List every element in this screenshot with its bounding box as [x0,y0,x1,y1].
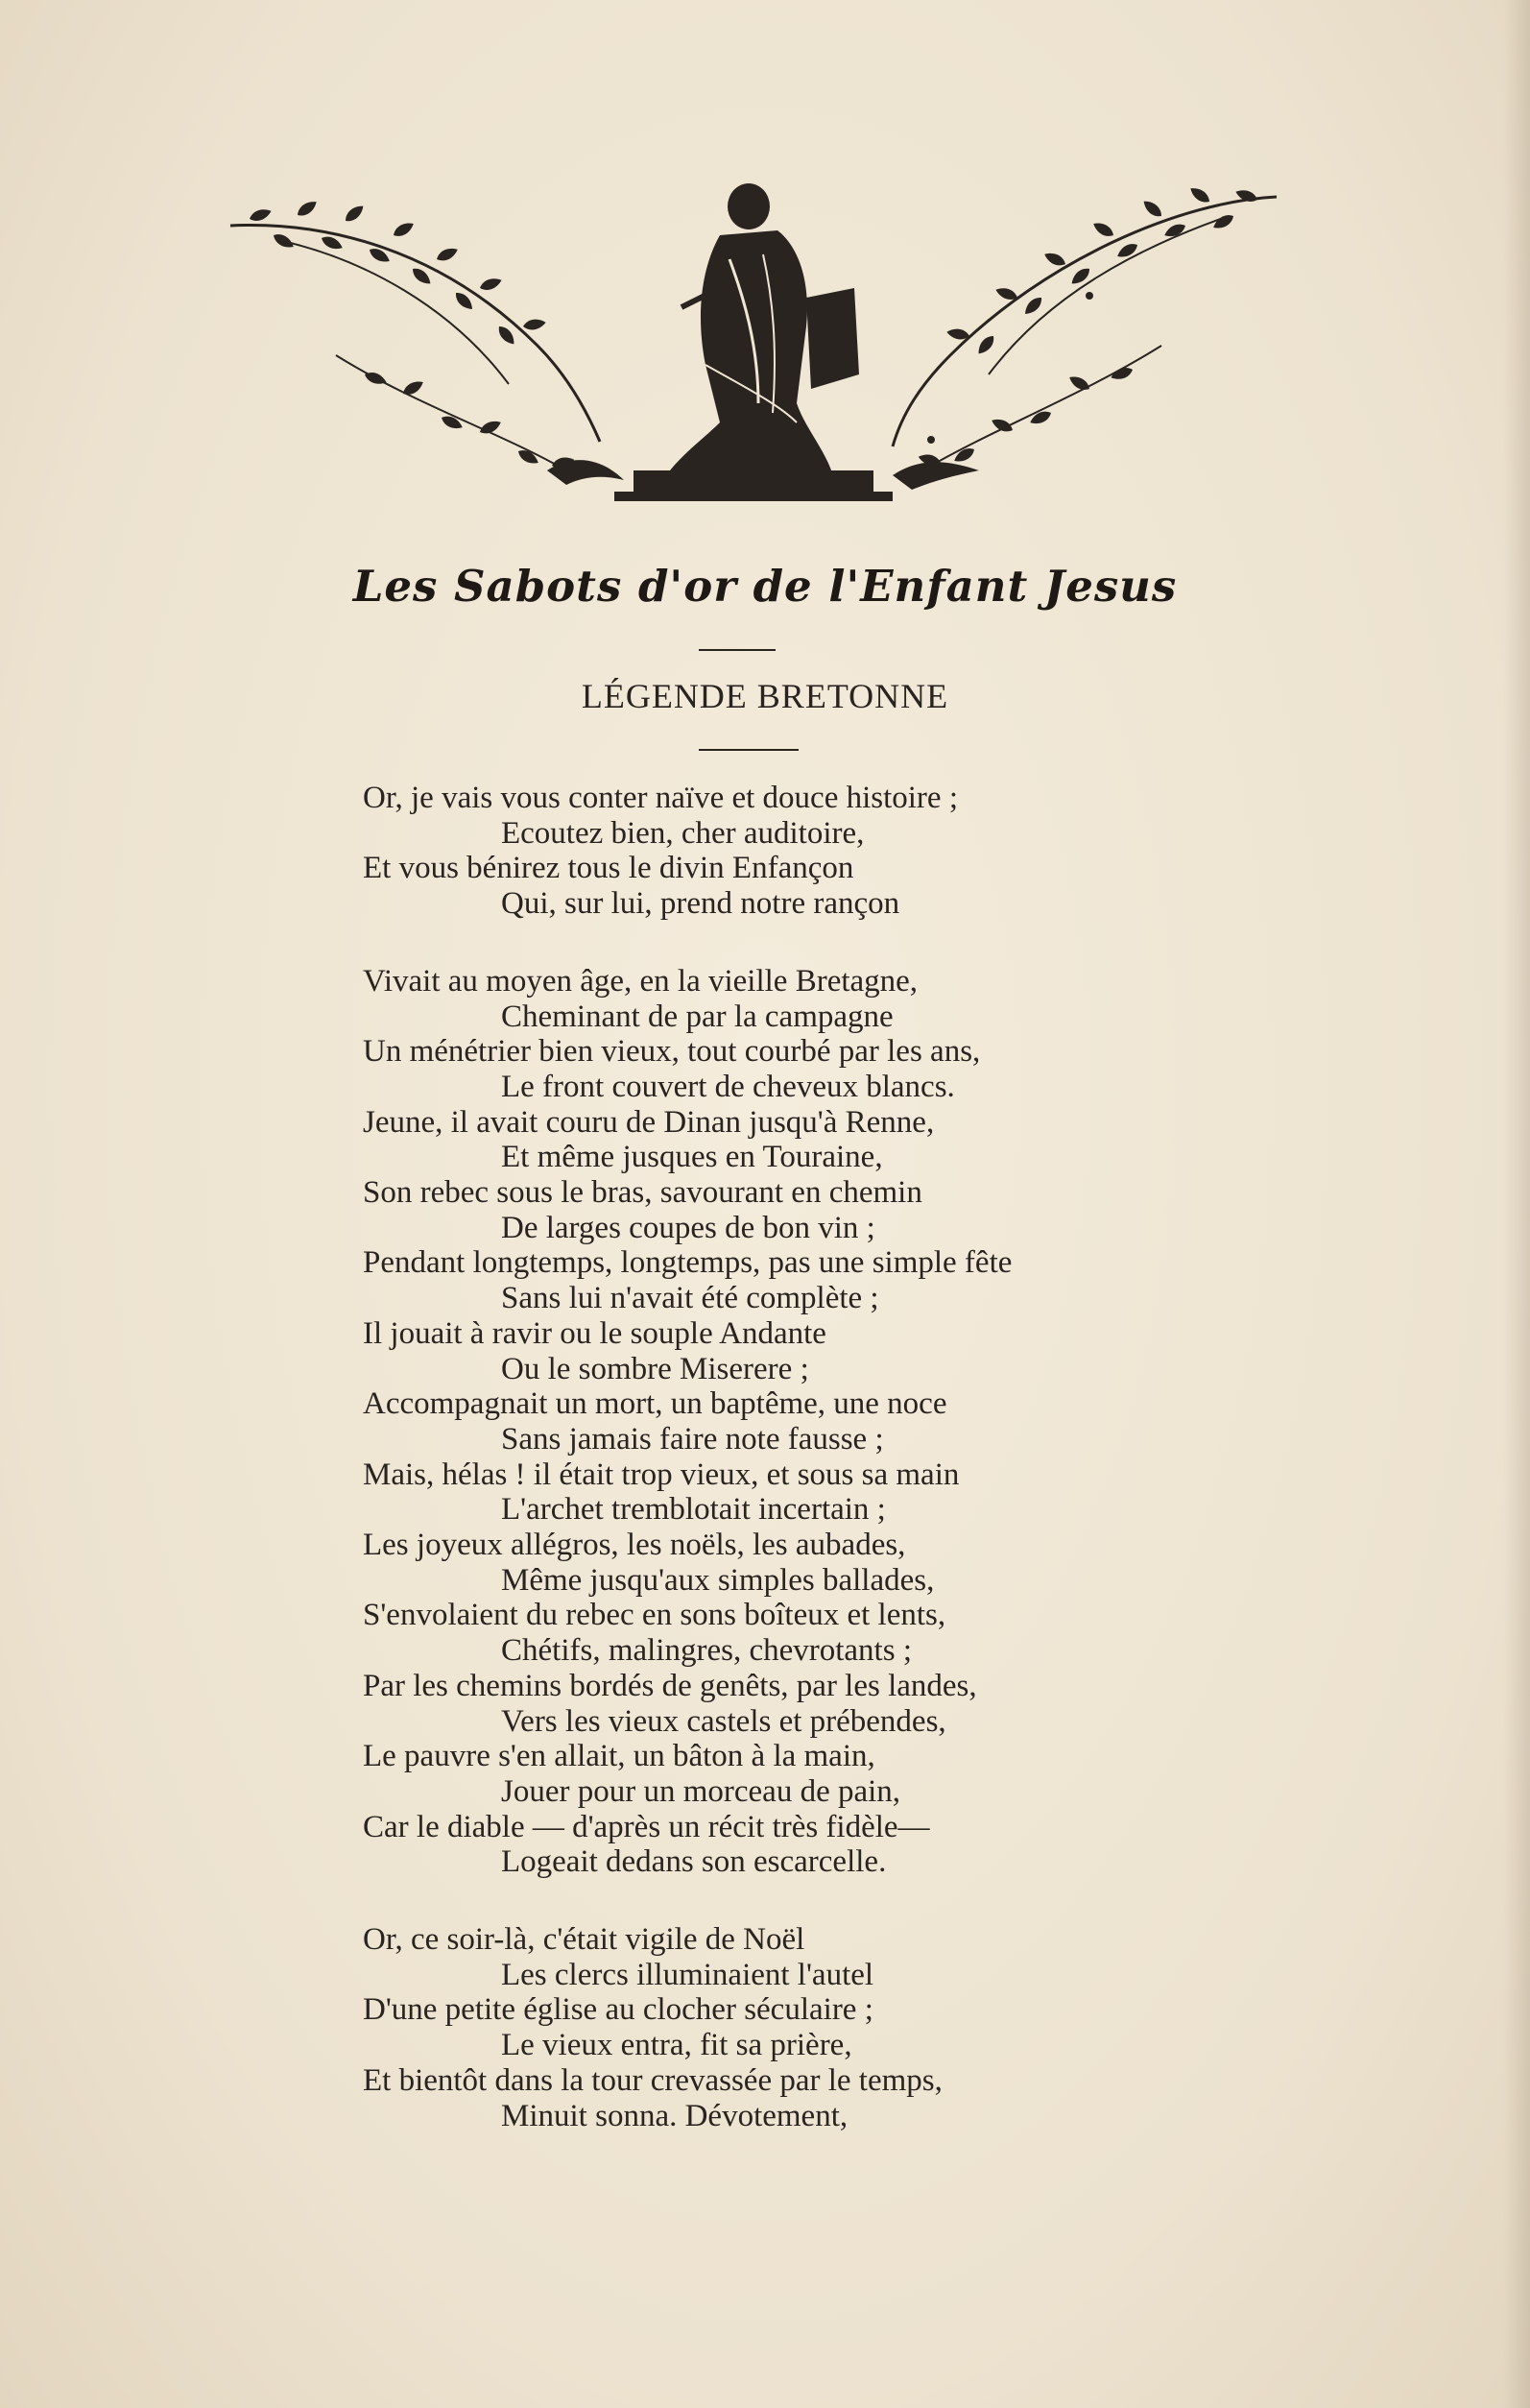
poem-line: S'envolaient du rebec en sons boîteux et lents, [363,1598,946,1633]
poem-line: Un ménétrier bien vieux, tout courbé par les ans, [363,1034,981,1070]
poem-line: Pendant longtemps, longtemps, pas une simple fête [363,1245,1013,1281]
page-subtitle: LÉGENDE BRETONNE [581,677,949,715]
poem-line: Sans jamais faire note fausse ; [501,1421,884,1457]
poem-line: Jouer pour un morceau de pain, [501,1773,901,1809]
poem-line: Le front couvert de cheveux blancs. [501,1069,955,1104]
poem-line: Ou le sombre Miserere ; [501,1351,809,1386]
poem-line: Or, je vais vous conter naïve et douce histoire ; [363,781,958,815]
poem-line: Par les chemins bordés de genêts, par les landes, [363,1668,977,1703]
poem-line: Car le diable — d'après un récit très fidèle— [363,1809,930,1844]
seated-muse-with-laurel-branches-icon [221,182,1296,514]
page-edge-shadow [1503,0,1530,2408]
poem-line: D'une petite église au clocher séculaire ; [363,1992,873,2028]
poem-line: Accompagnait un mort, un baptême, une noce [363,1386,947,1422]
left-laurel-branch-icon [230,198,600,470]
poem-line: Minuit sonna. Dévotement, [501,2098,849,2133]
seated-muse-figure-icon [614,183,893,501]
divider-bottom [699,749,799,751]
poem-line: De larges coupes de bon vin ; [501,1210,875,1245]
poem-line: Sans lui n'avait été complète ; [501,1281,879,1316]
poem-line: Les joyeux allégros, les noëls, les aubades, [363,1528,906,1562]
poem-line: Jeune, il avait couru de Dinan jusqu'à Renne, [363,1104,935,1140]
poem-line: Les clercs illuminaient l'autel [501,1957,874,1992]
poem-line: Chétifs, malingres, chevrotants ; [501,1633,912,1669]
poem-line: Et même jusques en Touraine, [501,1140,883,1175]
poem-line: Et bientôt dans la tour crevassée par le temps, [363,2062,943,2098]
poem-line: Même jusqu'aux simples ballades, [501,1562,935,1598]
divider-top [699,649,776,651]
poem-line: Le vieux entra, fit sa prière, [501,2028,852,2063]
poem-line: Son rebec sous le bras, savourant en chemin [363,1175,922,1210]
poem-line: Qui, sur lui, prend notre rançon [501,886,900,922]
poem-line: Ecoutez bien, cher auditoire, [501,815,865,851]
poem-line: Mais, hélas ! il était trop vieux, et sous sa main [363,1457,960,1492]
poem-line: Vivait au moyen âge, en la vieille Bretagne, [363,963,919,999]
poem-line: Et vous bénirez tous le divin Enfançon [363,851,854,886]
poem-line: Le pauvre s'en allait, un bâton à la main, [363,1739,875,1774]
poem-line: Cheminant de par la campagne [501,999,894,1034]
poem-line: Vers les vieux castels et prébendes, [501,1703,946,1739]
right-laurel-branch-icon [893,184,1277,468]
poem-line: L'archet tremblotait incertain ; [501,1492,886,1528]
poem-line: Or, ce soir-là, c'était vigile de Noël [363,1922,805,1957]
poem-line: Il jouait à ravir ou le souple Andante [363,1315,826,1351]
page-title: Les Sabots d'or de l'Enfant Jesus [352,561,1178,612]
poem-line: Logeait dedans son escarcelle. [501,1844,887,1880]
